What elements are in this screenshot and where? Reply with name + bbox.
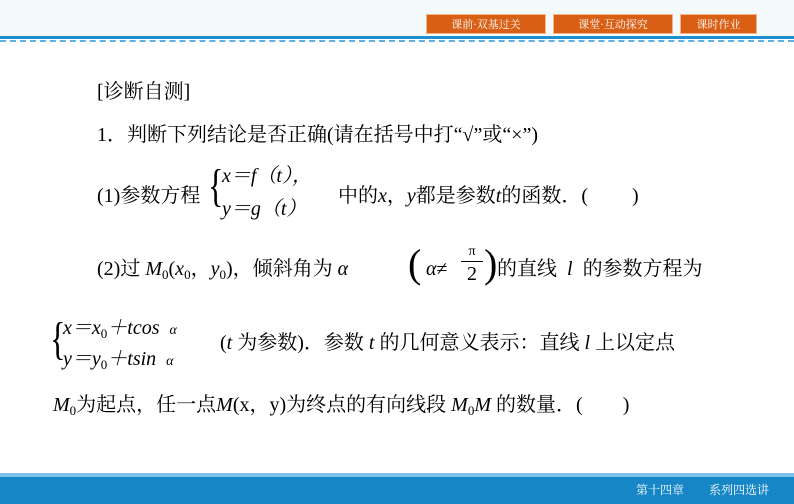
footer-bar: [0, 473, 794, 504]
nav-pre-class-button[interactable]: 课前·双基过关: [426, 14, 546, 34]
item1-eq2: y＝g（t）: [222, 198, 307, 220]
item2-line3: $M_0$为起点，任一点M(x，y)为终点的有向线段 $M_0M$ 的数量．( ): [53, 394, 630, 418]
left-brace-2: {: [50, 313, 66, 364]
item1-eq1: x＝f（t），: [222, 165, 312, 187]
nav-in-class-button[interactable]: 课堂·互动探究: [553, 14, 673, 34]
item1-label: (1)参数方程: [97, 185, 201, 207]
item1-sentence: 中的x，y都是参数t的函数．( ): [338, 185, 639, 207]
footer-shade: [0, 473, 794, 477]
item2-line1-tail: 的直线 l 的参数方程为: [497, 258, 703, 280]
footer-series: 系列四选讲: [709, 483, 770, 497]
section-title: [诊断自测]: [97, 81, 191, 103]
pi-over-2-fraction: π 2: [461, 244, 483, 285]
item2-eq1: $x=x_0+tcos$ α: [63, 317, 177, 341]
question-1: 1．判断下列结论是否正确(请在括号中打“√”或“×”): [97, 124, 539, 146]
left-brace: {: [208, 160, 224, 211]
item2-eq2: $y=y_0+tsin$ α: [63, 348, 174, 372]
open-paren: (: [408, 241, 422, 286]
item2-line1: (2)过 $M_0(x_0$，$y_0$)，倾斜角为 α: [97, 258, 349, 282]
footer-chapter: 第十四章: [636, 483, 685, 497]
item2-line2: (t 为参数)．参数 t 的几何意义表示：直线 l 上以定点: [220, 332, 676, 354]
close-paren: ): [484, 241, 498, 286]
nav-homework-button[interactable]: 课时作业: [680, 14, 757, 34]
alpha-condition: α≠: [426, 258, 448, 280]
